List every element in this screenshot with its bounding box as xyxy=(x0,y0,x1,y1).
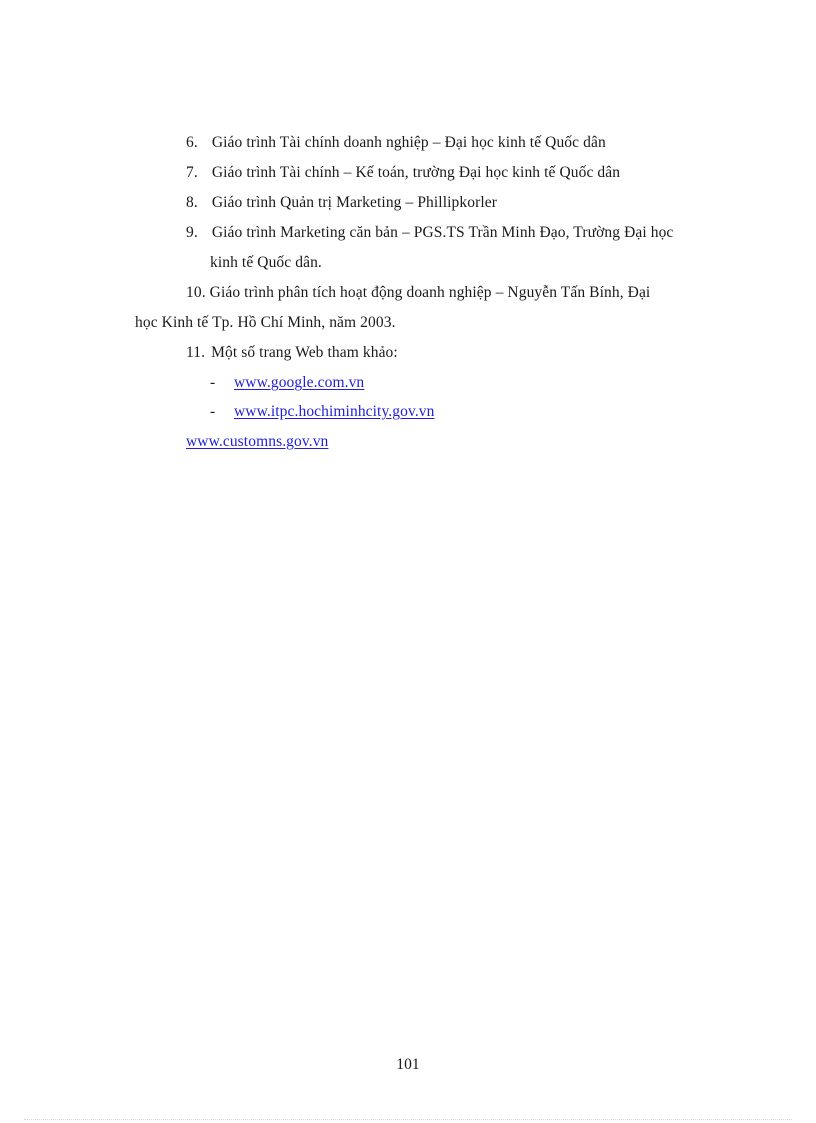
reference-number: 11. xyxy=(186,344,206,361)
reference-item-10 xyxy=(186,283,650,303)
reference-number: 9. xyxy=(186,224,198,241)
reference-item-10-continuation: học Kinh tế Tp. Hồ Chí Minh, năm 2003. xyxy=(135,314,396,331)
reference-item-9-continuation: kinh tế Quốc dân. xyxy=(210,254,322,271)
website-bullet: - xyxy=(210,403,216,420)
reference-number: 7. xyxy=(186,164,198,181)
page-number: 101 xyxy=(396,1056,420,1073)
website-bullet: - xyxy=(210,374,216,391)
reference-item-8 xyxy=(186,193,497,213)
website-link-google[interactable]: www.google.com.vn xyxy=(234,374,365,391)
reference-text: Giáo trình Tài chính doanh nghiệp – Đại học kinh tế Quốc dân xyxy=(211,134,606,151)
reference-text: Giáo trình Quản trị Marketing – Phillipkorler xyxy=(211,194,497,211)
reference-text: Một số trang Web tham khảo: xyxy=(211,344,398,361)
reference-number: 8. xyxy=(186,194,198,211)
reference-item-11 xyxy=(186,343,398,363)
reference-item-9 xyxy=(186,223,673,243)
website-link-customs[interactable]: www.customns.gov.vn xyxy=(186,433,329,450)
reference-text: Giáo trình Marketing căn bản – PGS.TS Trần Minh Đạo, Trường Đại học xyxy=(211,224,674,241)
reference-text: Giáo trình Tài chính – Kế toán, trường Đại học kinh tế Quốc dân xyxy=(211,164,621,181)
reference-text: Giáo trình phân tích hoạt động doanh nghiệp – Nguyễn Tấn Bính, Đại xyxy=(209,284,651,301)
reference-item-7 xyxy=(186,163,620,183)
reference-item-6 xyxy=(186,133,606,153)
page-bottom-divider xyxy=(24,1119,792,1120)
reference-number: 10. xyxy=(186,284,206,301)
website-link-itpc[interactable]: www.itpc.hochiminhcity.gov.vn xyxy=(234,403,435,420)
reference-number: 6. xyxy=(186,134,198,151)
